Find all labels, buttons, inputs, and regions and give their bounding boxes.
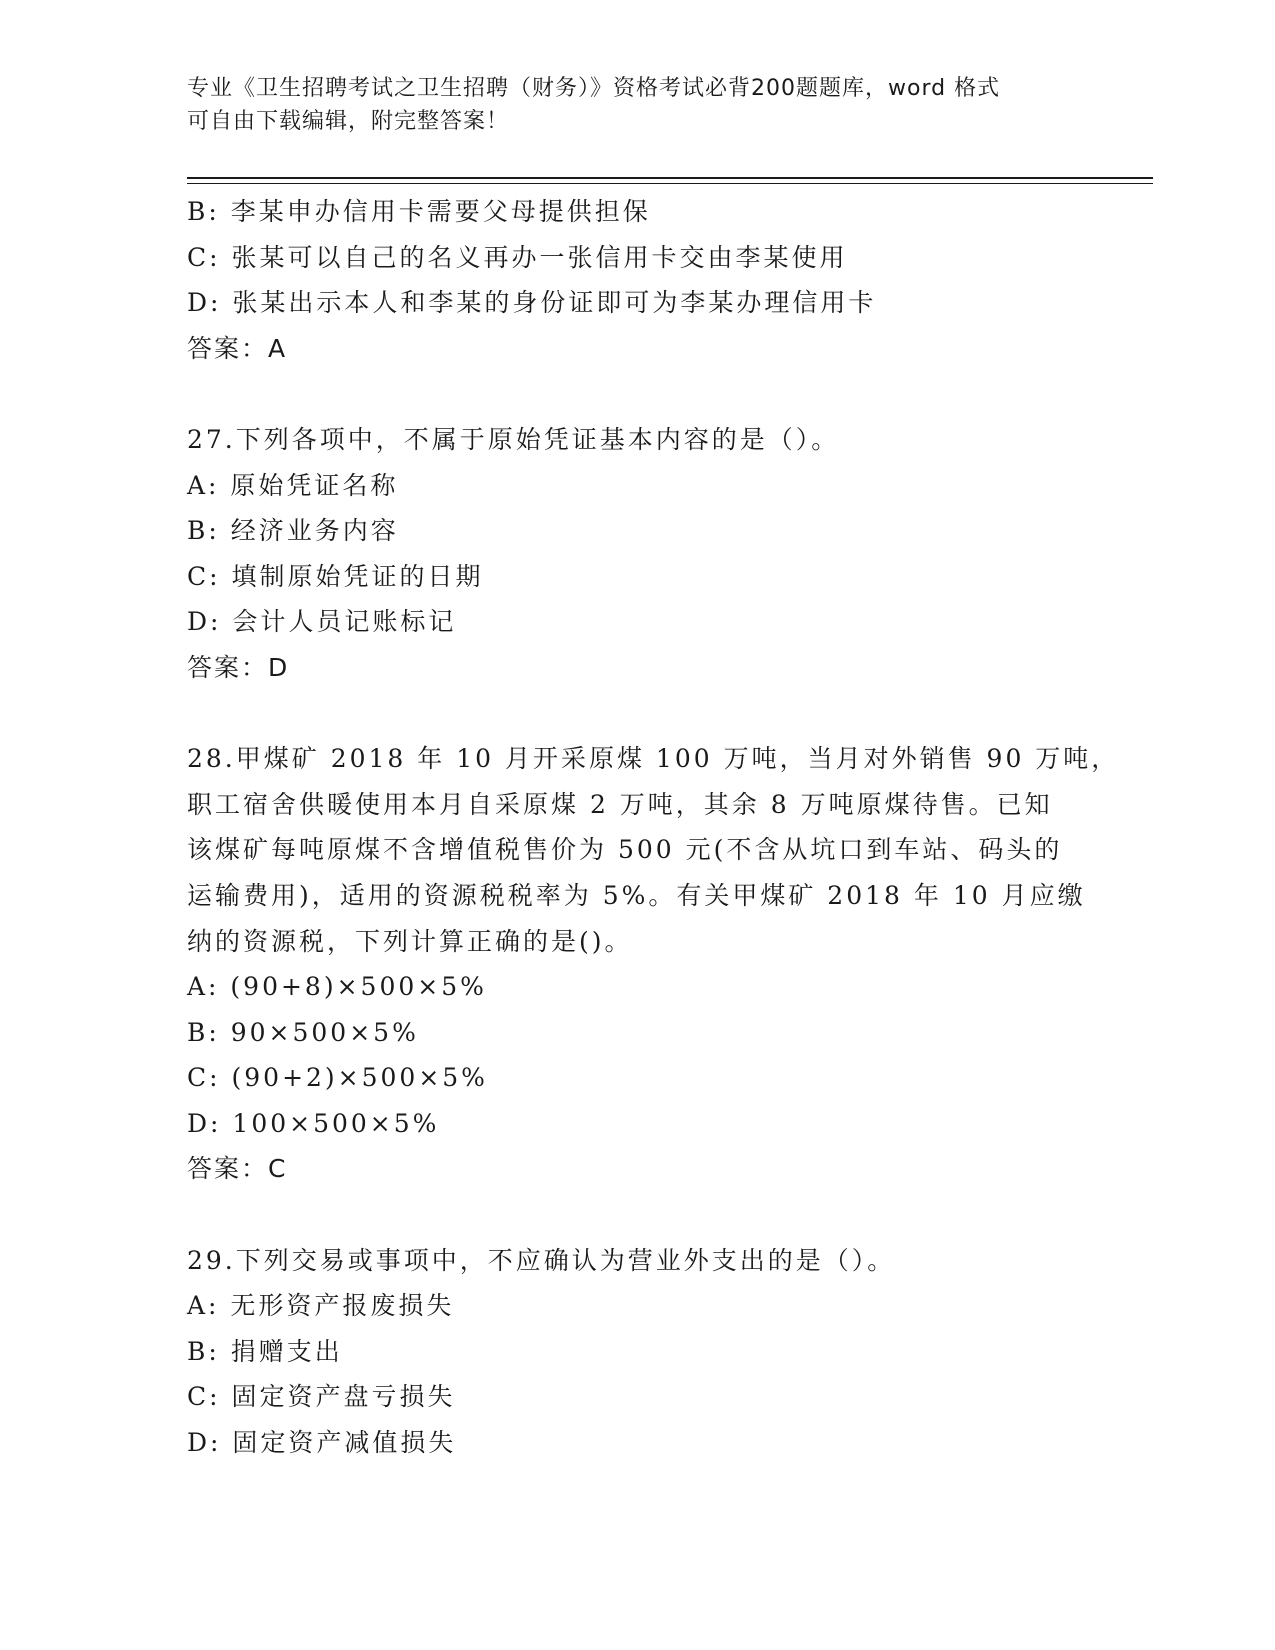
spacer xyxy=(187,371,1087,417)
q27-option-c: C: 填制原始凭证的日期 xyxy=(187,561,484,591)
q28-option-d: D: 100×500×5% xyxy=(187,1108,440,1138)
q29-option-c: C: 固定资产盘亏损失 xyxy=(187,1382,456,1412)
q27-option-a: A: 原始凭证名称 xyxy=(187,470,399,500)
q27-stem: 27.下列各项中，不属于原始凭证基本内容的是（）。 xyxy=(187,424,840,454)
q26-option-c: C: 张某可以自己的名义再办一张信用卡交由李某使用 xyxy=(187,242,848,272)
spacer xyxy=(187,691,1087,737)
question-28 xyxy=(187,736,1120,1192)
header-divider-thick xyxy=(187,177,1153,179)
document-header xyxy=(187,72,1067,138)
q29-option-b: B: 捐赠支出 xyxy=(187,1336,343,1366)
q28-stem-line-2: 职工宿舍供暖使用本月自采原煤 2 万吨，其余 8 万吨原煤待售。已知 xyxy=(187,789,1053,819)
q28-option-b: B: 90×500×5% xyxy=(187,1017,419,1047)
header-title-line-2: 可自由下载编辑，附完整答案！ xyxy=(187,109,510,134)
q26-option-b: B: 李某申办信用卡需要父母提供担保 xyxy=(187,197,651,226)
question-29 xyxy=(187,1238,1087,1466)
q29-option-a: A: 无形资产报废损失 xyxy=(187,1291,455,1321)
q29-option-d: D: 固定资产减值损失 xyxy=(187,1428,457,1458)
q28-answer: 答案：C xyxy=(187,1154,288,1184)
q28-stem-line-3: 该煤矿每吨原煤不含增值税售价为 500 元(不含从坑口到车站、码头的 xyxy=(187,835,1063,865)
q27-option-b: B: 经济业务内容 xyxy=(187,516,399,546)
header-title-line-1: 专业《卫生招聘考试之卫生招聘（财务）》资格考试必背200题题库，word 格式 xyxy=(187,76,1001,101)
header-divider-thin xyxy=(187,183,1153,184)
q28-option-c: C: (90+2)×500×5% xyxy=(187,1063,488,1093)
q27-answer: 答案：D xyxy=(187,652,290,682)
q26-answer: 答案：A xyxy=(187,333,288,363)
question-26 xyxy=(187,189,1087,371)
q28-stem-line-1: 28.甲煤矿 2018 年 10 月开采原煤 100 万吨，当月对外销售 90 万吨， xyxy=(187,744,1120,774)
q28-stem-line-5: 纳的资源税，下列计算正确的是()。 xyxy=(187,926,633,956)
q27-option-d: D: 会计人员记账标记 xyxy=(187,607,457,637)
q28-stem-line-4: 运输费用)，适用的资源税税率为 5%。有关甲煤矿 2018 年 10 月应缴 xyxy=(187,880,1086,910)
q29-stem: 29.下列交易或事项中，不应确认为营业外支出的是（）。 xyxy=(187,1245,896,1275)
question-27 xyxy=(187,417,1087,691)
spacer xyxy=(187,1192,1087,1238)
q28-option-a: A: (90+8)×500×5% xyxy=(187,972,487,1002)
q26-option-d: D: 张某出示本人和李某的身份证即可为李某办理信用卡 xyxy=(187,288,877,318)
question-list xyxy=(187,189,1120,1466)
